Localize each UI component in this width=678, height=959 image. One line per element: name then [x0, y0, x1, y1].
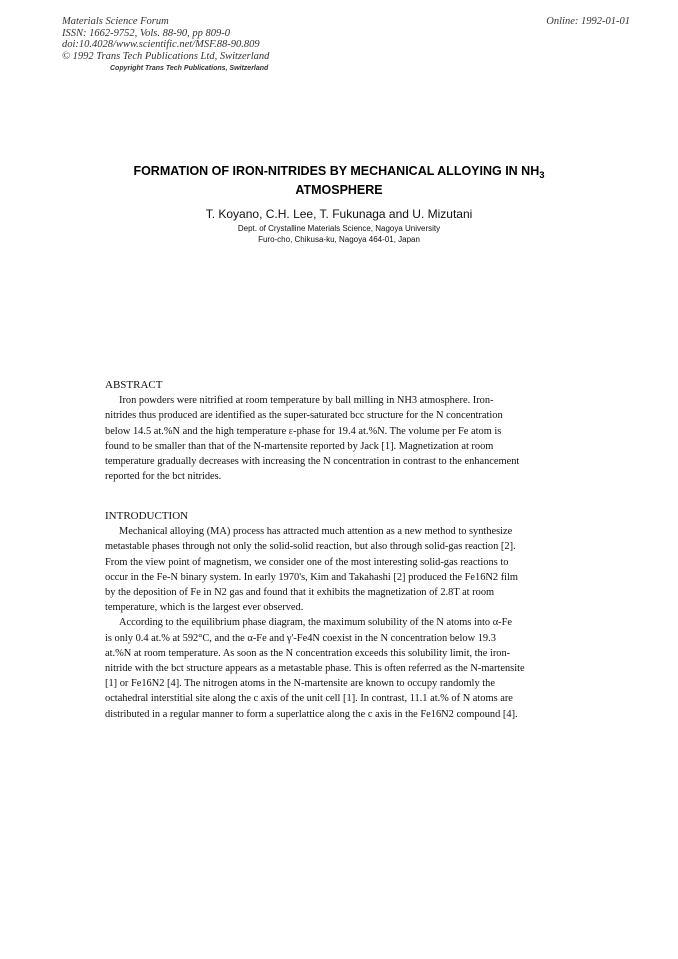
introduction-heading: INTRODUCTION [105, 510, 189, 522]
affiliation-line-1: Dept. of Crystalline Materials Science, Nagoya University [237, 224, 441, 233]
title-line-2: ATMOSPHERE [295, 183, 383, 197]
abstract-line: nitrides thus produced are identified as the super-saturated bcc structure for the N concentration [105, 410, 503, 422]
intro-line: metastable phases through not only the solid-solid reaction, but also through solid-gas reaction [2]. [105, 541, 516, 553]
abstract-line: Iron powders were nitrified at room temperature by ball milling in NH3 atmosphere. Iron- [119, 395, 494, 407]
abstract-text [105, 393, 535, 484]
intro-line: Mechanical alloying (MA) process has attracted much attention as a new method to synthesize [119, 526, 513, 538]
paper-title [80, 164, 598, 197]
abstract-line: below 14.5 at.%N and the high temperature ε-phase for 19.4 at.%N. The volume per Fe atom is [105, 425, 502, 437]
intro-line: occur in the Fe-N binary system. In early 1970's, Kim and Takahashi [2] produced the Fe16N2 film [105, 571, 519, 583]
publisher-line: © 1992 Trans Tech Publications Ltd, Switzerland [62, 50, 270, 62]
intro-line: is only 0.4 at.% at 592°C, and the α-Fe and γ'-Fe4N coexist in the N concentration below 19.3 [105, 632, 496, 644]
intro-line: by the deposition of Fe in N2 gas and found that it exhibits the magnetization of 2.8T at room [105, 587, 495, 599]
abstract-section [105, 378, 535, 484]
introduction-section [105, 509, 535, 722]
intro-line: [1] or Fe16N2 [4]. The nitrogen atoms in the N-martensite are known to occupy randomly the [105, 678, 495, 690]
affiliation [0, 223, 678, 245]
intro-line: distributed in a regular manner to form a superlattice along the c axis in the Fe16N2 compound [4]. [105, 708, 518, 720]
affiliation-line-2: Furo-cho, Chikusa-ku, Nagoya 464-01, Japan [258, 235, 420, 244]
abstract-line: reported for the bct nitrides. [105, 471, 222, 483]
authors: T. Koyano, C.H. Lee, T. Fukunaga and U. Mizutani [205, 207, 473, 221]
intro-paragraph-1 [105, 524, 535, 615]
issn-line: ISSN: 1662-9752, Vols. 88-90, pp 809-0 [62, 27, 230, 39]
intro-paragraph-2 [105, 615, 535, 721]
abstract-line: temperature gradually decreases with increasing the N concentration in contrast to the enhancement [105, 456, 520, 468]
title-subscript: 3 [539, 170, 545, 181]
journal-name: Materials Science Forum [62, 16, 169, 27]
doi-line: doi:10.4028/www.scientific.net/MSF.88-90.809 [62, 39, 260, 50]
intro-line: at.%N at room temperature. As soon as the N concentration exceeds this solubility limit, the iron- [105, 647, 511, 659]
copyright-line: Copyright Trans Tech Publications, Switzerland [110, 65, 269, 72]
online-date: Online: 1992-01-01 [546, 16, 630, 27]
intro-line: nitride with the bct structure appears as a metastable phase. This is often referred as the N-martensite [105, 663, 525, 675]
abstract-heading: ABSTRACT [105, 379, 163, 391]
title-line-1: FORMATION OF IRON-NITRIDES BY MECHANICAL ALLOYING IN NH [133, 164, 540, 178]
journal-header [62, 16, 269, 75]
abstract-line: found to be smaller than that of the N-martensite reported by Jack [1]. Magnetization at room [105, 440, 494, 452]
intro-line: According to the equilibrium phase diagram, the maximum solubility of the N atoms into α-Fe [119, 617, 513, 629]
intro-line: From the view point of magnetism, we consider one of the most interesting solid-gas reactions to [105, 556, 509, 568]
intro-line: temperature, which is the largest ever observed. [105, 602, 304, 614]
intro-line: octahedral interstitial site along the c axis of the unit cell [1]. In contrast, 11.1 at.% of N atoms are [105, 693, 513, 705]
